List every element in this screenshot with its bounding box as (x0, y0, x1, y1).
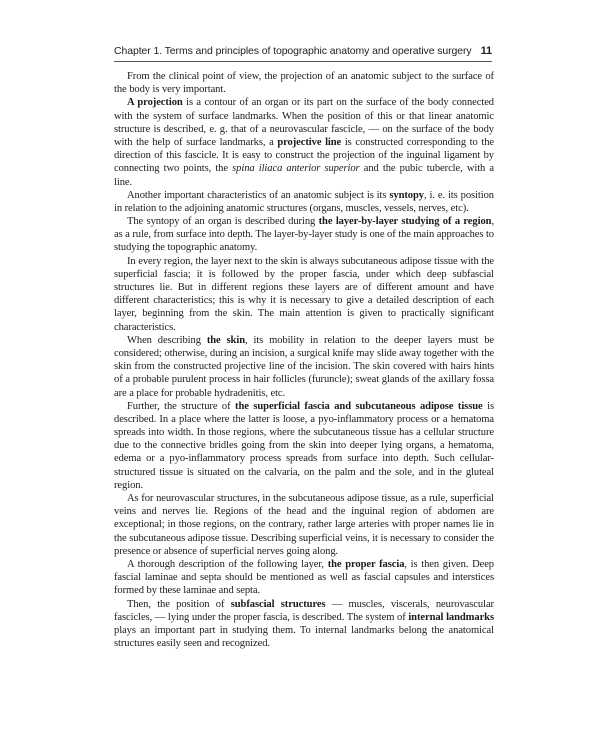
text-run: is a contour of an organ or its part on the surface of the body connected with the system of surface landmarks. When the position of this or that linear anatomic structure is described, e. g. that of a neurovascular fascicle, — on the surface of the body with the help of surface landmarks, a (114, 97, 494, 148)
paragraph (114, 96, 494, 188)
paragraph (114, 215, 494, 255)
text-run: From the clinical point of view, the projection of an anatomic subject to the surface of the body is very important. (114, 71, 494, 96)
bold-term: A projection (127, 97, 183, 109)
italic-term: spina iliaca anterior superior (232, 163, 360, 175)
text-run: , i. e. its position in relation to the adjoining anatomic structures (organs, muscles, vessels, nerves, etc). (114, 189, 494, 214)
text-run: When describing (127, 334, 207, 346)
bold-term: projective line (277, 136, 342, 148)
header-rule (114, 61, 492, 62)
text-run: , is then given. Deep fascial laminae and septa should be mentioned as well as fascial capsules and interstices formed by these laminae and septa. (114, 558, 495, 597)
paragraph (114, 558, 494, 598)
paragraph (114, 255, 494, 334)
text-run: , as a rule, from surface into depth. The layer-by-layer study is one of the main approaches to studying the topographic anatomy. (114, 216, 494, 254)
bold-term: syntopy (389, 189, 424, 201)
text-run: — muscles, viscerals, neurovascular fascicles, — lying under the proper fascia, is described. The system of (114, 598, 494, 623)
text-run: and the pubic tubercle, with a line. (114, 163, 494, 188)
text-run: is constructed corresponding to the direction of this fascicle. It is easy to construct the projection of the inguinal ligament by connecting two points, the (114, 136, 494, 175)
paragraph (114, 492, 494, 558)
text-run: A thorough description of the following layer, (127, 558, 328, 570)
paragraph (114, 334, 494, 400)
bold-term: subfascial structures (230, 598, 326, 610)
text-run: , its mobility in relation to the deeper layers must be considered; otherwise, during an incision, a surgical knife may slide away together with the skin from the constructed projective line of the incision. The skin covered with hairs hints of a probable purulent process in hair follicles (furuncle); sweat glands of the axillary fossa are a place for probable hydradenitis, etc. (114, 334, 494, 399)
paragraph (114, 70, 494, 96)
body-text (114, 70, 494, 650)
paragraph (114, 598, 494, 651)
running-head (114, 45, 492, 57)
bold-term: the proper fascia (327, 558, 405, 570)
paragraph (114, 189, 494, 215)
text-run: As for neurovascular structures, in the subcutaneous adipose tissue, as a rule, superficial veins and nerves lie. Regions of the head and the inguinal region of abdomen are exceptional; in those regions, on the contrary, rather large arteries with proper names lie in the subcutaneous adipose tissue. Describing superficial veins, it is necessary to consider the presence or absence of superficial nerves going along. (114, 493, 494, 557)
bold-term: internal landmarks (408, 611, 494, 623)
bold-term: the skin (206, 334, 245, 346)
text-run: Then, the position of (127, 598, 231, 610)
paragraph (114, 400, 494, 492)
bold-term: the superficial fascia and subcutaneous adipose tissue (235, 400, 483, 412)
text-run: Another important characteristics of an anatomic subject is its (127, 189, 390, 201)
text-run: plays an important part in studying them. To internal landmarks belong the anatomical structures easily seen and recognized. (114, 624, 494, 650)
page-number: 11 (480, 45, 492, 57)
text-run: is described. In a place where the latter is loose, a pyo-inflammatory process or a hematoma spreads into width. In those regions, where the subcutaneous tissue has a cellular structure due to the connective bridles going from the skin into deeper lying organs, a hematoma, edema or a pyo-inflammatory process spreads from surface into depth. Such cellular-structured tissue is situated on the calvaria, on the palm and the sole, and in the gluteal region. (114, 400, 494, 491)
text-run: The syntopy of an organ is described during (127, 216, 319, 228)
text-run: In every region, the layer next to the skin is always subcutaneous adipose tissue with the superficial fascia; it is followed by the proper fascia, under which deep subfascial structures lie. But in different regions these layers are of different amount and have different characteristics; this is why it is necessary to give a detailed description of each layer, beginning from the skin. The main attention is given to practically significant characteristics. (114, 255, 494, 333)
bold-term: the layer-by-layer studying of a region (318, 216, 492, 228)
chapter-title: Chapter 1. Terms and principles of topographic anatomy and operative surgery (114, 45, 472, 57)
text-run: Further, the structure of (127, 400, 236, 412)
